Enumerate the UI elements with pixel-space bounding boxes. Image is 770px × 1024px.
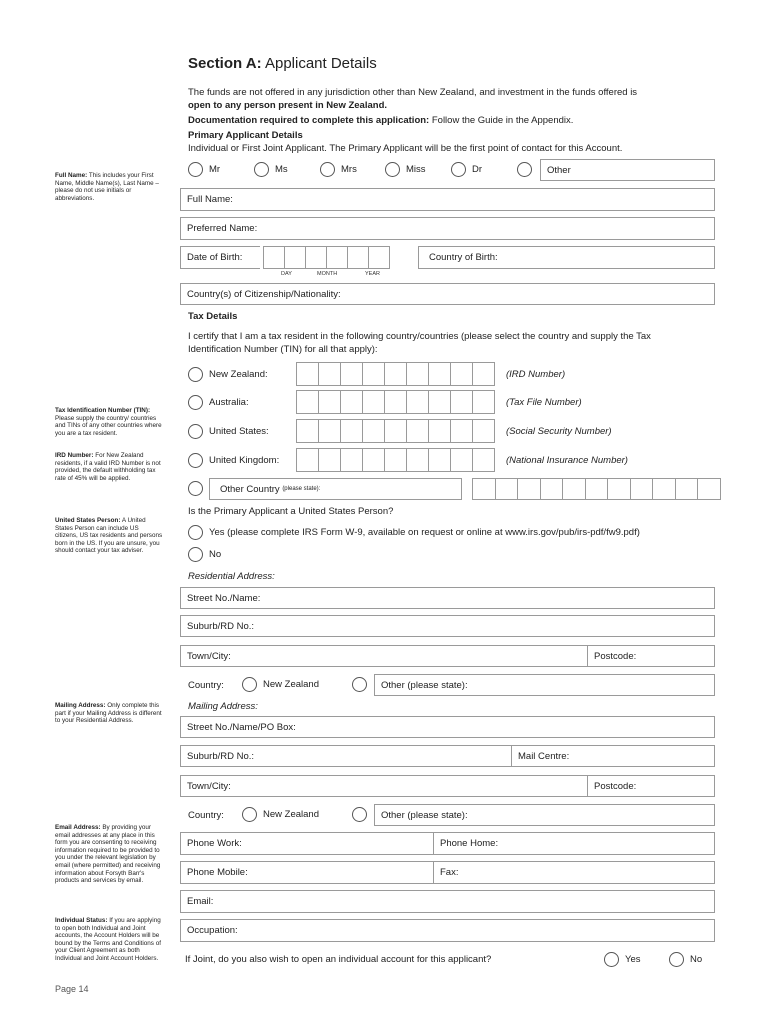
mail-other-radio[interactable]	[352, 807, 367, 822]
title-label-mr: Mr	[209, 164, 221, 175]
tin-cell[interactable]	[384, 419, 407, 443]
mail-town-row	[180, 775, 715, 797]
other-country-field[interactable]	[209, 478, 462, 500]
tax-country-uk: United Kingdom:	[209, 455, 280, 466]
tin-cell[interactable]	[362, 390, 385, 414]
dob-month-caption: MONTH	[317, 271, 338, 277]
title-radio-dr[interactable]	[451, 162, 466, 177]
citizenship-field[interactable]	[180, 283, 715, 305]
tin-cell[interactable]	[406, 362, 429, 386]
title-radio-mr[interactable]	[188, 162, 203, 177]
email-field[interactable]	[180, 890, 715, 913]
us-person-question: Is the Primary Applicant a United States Person?	[188, 506, 394, 517]
tin-cell[interactable]	[450, 448, 473, 472]
tax-hint-uk: (National Insurance Number)	[506, 455, 628, 466]
dob-cell[interactable]	[347, 246, 369, 269]
tin-cell[interactable]	[472, 419, 495, 443]
dob-cell[interactable]	[368, 246, 390, 269]
sidebar-mailing-text: Only complete this part if your Mailing Address is different to your Residential Address.	[55, 702, 162, 725]
nin-cells[interactable]	[297, 448, 495, 472]
mail-postcode-label: Postcode:	[594, 780, 637, 792]
res-street-label: Street No./Name:	[187, 592, 261, 604]
tin-cell[interactable]	[384, 362, 407, 386]
tin-cell[interactable]	[318, 390, 341, 414]
tin-cell[interactable]	[675, 478, 699, 500]
occupation-label: Occupation:	[187, 925, 238, 936]
intro-line-1: The funds are not offered in any jurisdiction other than New Zealand, and investment in the funds offered is	[188, 87, 638, 98]
dob-year-caption: YEAR	[365, 271, 380, 277]
tax-radio-us[interactable]	[188, 424, 203, 439]
tin-cell[interactable]	[428, 419, 451, 443]
phone-mobile-label: Phone Mobile:	[187, 867, 248, 878]
fax-field[interactable]	[433, 862, 714, 883]
title-label-miss: Miss	[406, 164, 426, 175]
tin-cell[interactable]	[428, 448, 451, 472]
tax-radio-other[interactable]	[188, 481, 203, 496]
res-other-field[interactable]	[374, 674, 715, 696]
page-number: Page 14	[55, 984, 89, 994]
tax-hint-nz: (IRD Number)	[506, 369, 566, 380]
tin-cell[interactable]	[384, 448, 407, 472]
mail-postcode-field[interactable]	[587, 776, 714, 796]
tfn-cells[interactable]	[297, 390, 495, 414]
mail-nz-label: New Zealand	[263, 809, 319, 820]
mail-centre-label: Mail Centre:	[518, 750, 570, 762]
tin-cell[interactable]	[472, 478, 496, 500]
res-postcode-label: Postcode:	[594, 650, 637, 662]
tax-country-nz: New Zealand:	[209, 369, 268, 380]
sidebar-email-note	[55, 824, 163, 885]
tax-radio-au[interactable]	[188, 395, 203, 410]
tin-cell[interactable]	[472, 448, 495, 472]
tax-certify-line-1: I certify that I am a tax resident in the following country/countries (please select the country and supply the Tax	[188, 331, 651, 342]
doc-required-text: Follow the Guide in the Appendix.	[431, 115, 574, 126]
mail-nz-radio[interactable]	[242, 807, 257, 822]
us-person-yes-radio[interactable]	[188, 525, 203, 540]
tin-cell[interactable]	[607, 478, 631, 500]
ssn-cells[interactable]	[297, 419, 495, 443]
mail-centre-field[interactable]	[511, 746, 714, 766]
mail-town-label: Town/City:	[187, 780, 231, 792]
tin-cell[interactable]	[340, 390, 363, 414]
email-label: Email:	[187, 896, 214, 907]
section-title-text: Applicant Details	[264, 55, 377, 72]
tin-cell[interactable]	[562, 478, 586, 500]
tin-cell[interactable]	[495, 478, 519, 500]
residential-heading: Residential Address:	[188, 571, 275, 582]
phone-home-label: Phone Home:	[440, 838, 499, 849]
sidebar-individual-text: If you are applying to open both Individual and Joint accounts, the Account Holders will be bound by the Terms and Conditions of your Client Agreement as both Individual and Joint Account Holders.	[55, 917, 161, 962]
tin-cell[interactable]	[450, 362, 473, 386]
sidebar-email-title: Email Address:	[55, 824, 101, 831]
res-other-label: Other (please state):	[381, 679, 468, 691]
mailing-heading: Mailing Address:	[188, 701, 258, 712]
tax-certify	[188, 330, 718, 356]
country-of-birth-field[interactable]	[418, 246, 715, 269]
tin-cell[interactable]	[472, 362, 495, 386]
tin-cell[interactable]	[318, 362, 341, 386]
tin-cell[interactable]	[296, 390, 319, 414]
us-person-no-radio[interactable]	[188, 547, 203, 562]
dob-cell[interactable]	[305, 246, 327, 269]
tin-cell[interactable]	[296, 419, 319, 443]
sidebar-usp-text: A United States Person can include US citizens, US tax residents and persons born in the US. If you are unsure, you should contact your tax adviser.	[55, 517, 163, 555]
res-suburb-field[interactable]	[180, 615, 715, 637]
section-prefix: Section A:	[188, 55, 262, 72]
tin-cell[interactable]	[318, 448, 341, 472]
sidebar-mailing-note	[55, 702, 163, 725]
mail-other-label: Other (please state):	[381, 809, 468, 821]
mail-suburb-label: Suburb/RD No.:	[187, 750, 255, 762]
tin-cell[interactable]	[296, 448, 319, 472]
occupation-field[interactable]	[180, 919, 715, 942]
intro-line-2: open to any person present in New Zealand.	[188, 100, 388, 111]
doc-required	[188, 114, 728, 127]
preferred-name-field[interactable]	[180, 217, 715, 240]
primary-note: Individual or First Joint Applicant. The Primary Applicant will be the first point of contact for this Account.	[188, 143, 623, 154]
tin-cell[interactable]	[340, 362, 363, 386]
other-country-note: (please state):	[282, 486, 321, 492]
title-label-mrs: Mrs	[341, 164, 357, 175]
full-name-field[interactable]	[180, 188, 715, 211]
joint-yes-label: Yes	[625, 954, 641, 965]
title-radio-other[interactable]	[517, 162, 532, 177]
tax-radio-nz[interactable]	[188, 367, 203, 382]
tax-country-us: United States:	[209, 426, 269, 437]
section-title	[188, 55, 377, 72]
doc-required-label: Documentation required to complete this application:	[188, 115, 430, 126]
sidebar-email-text: By providing your email addresses at any place in this form you are consenting to receiving information required to be provided to you under the relevant legislation by email (where permitted) and receiving information about Forsyth Barr's products and services by email.	[55, 824, 161, 885]
res-nz-label: New Zealand	[263, 679, 319, 690]
mobile-row	[180, 861, 715, 884]
citizenship-label: Country(s) of Citizenship/Nationality:	[187, 288, 341, 300]
tax-hint-us: (Social Security Number)	[506, 426, 612, 437]
sidebar-fullname-title: Full Name:	[55, 172, 88, 179]
mail-country-label: Country:	[188, 810, 224, 821]
country-of-birth-label: Country of Birth:	[429, 252, 498, 263]
mail-street-field[interactable]	[180, 716, 715, 738]
tin-cell[interactable]	[428, 390, 451, 414]
dob-cells[interactable]	[264, 246, 390, 269]
other-tin-cells[interactable]	[473, 478, 721, 500]
primary-heading: Primary Applicant Details	[188, 130, 303, 141]
title-label-ms: Ms	[275, 164, 288, 175]
res-nz-radio[interactable]	[242, 677, 257, 692]
us-person-yes-label: Yes (please complete IRS Form W-9, available on request or online at www.irs.gov/pub/irs-pdf/fw9.pdf)	[209, 527, 640, 538]
tax-country-au: Australia:	[209, 397, 249, 408]
tin-cell[interactable]	[406, 390, 429, 414]
title-label-dr: Dr	[472, 164, 483, 175]
title-radio-mrs[interactable]	[320, 162, 335, 177]
tin-cell[interactable]	[296, 362, 319, 386]
other-country-label: Other Country	[220, 483, 280, 495]
title-other-label: Other	[547, 164, 571, 176]
res-town-field[interactable]	[181, 646, 587, 666]
tax-radio-uk[interactable]	[188, 453, 203, 468]
sidebar-ird-note	[55, 452, 163, 482]
res-other-radio[interactable]	[352, 677, 367, 692]
res-town-label: Town/City:	[187, 650, 231, 662]
tin-cell[interactable]	[450, 419, 473, 443]
dob-cell[interactable]	[263, 246, 285, 269]
res-street-field[interactable]	[180, 587, 715, 609]
dob-label: Date of Birth:	[187, 252, 243, 263]
dob-day-caption: DAY	[281, 271, 292, 277]
sidebar-ird-title: IRD Number:	[55, 452, 94, 459]
title-radio-miss[interactable]	[385, 162, 400, 177]
preferred-name-label: Preferred Name:	[187, 223, 258, 234]
joint-no-label: No	[690, 954, 703, 965]
title-other-field[interactable]	[540, 159, 715, 181]
tin-cell[interactable]	[384, 390, 407, 414]
tax-certify-line-2: Identification Number (TIN) for all that apply):	[188, 344, 378, 355]
tin-cell[interactable]	[340, 448, 363, 472]
joint-no-radio[interactable]	[669, 952, 684, 967]
mail-street-label: Street No./Name/PO Box:	[187, 721, 296, 733]
joint-yes-radio[interactable]	[604, 952, 619, 967]
sidebar-usp-note	[55, 517, 163, 555]
sidebar-ird-text: For New Zealand residents, if a valid IRD Number is not provided, the default withholding tax rate of 45% will be applied.	[55, 452, 161, 482]
title-radio-ms[interactable]	[254, 162, 269, 177]
tin-cell[interactable]	[362, 419, 385, 443]
tin-cell[interactable]	[362, 362, 385, 386]
full-name-label: Full Name:	[187, 194, 233, 205]
res-suburb-label: Suburb/RD No.:	[187, 620, 255, 632]
sidebar-tin-note	[55, 407, 163, 437]
tin-cell[interactable]	[362, 448, 385, 472]
ird-number-cells[interactable]	[297, 362, 495, 386]
res-postcode-field[interactable]	[587, 646, 714, 666]
phone-mobile-field[interactable]	[181, 862, 433, 883]
phone-work-label: Phone Work:	[187, 838, 242, 849]
mail-suburb-row	[180, 745, 715, 767]
fax-label: Fax:	[440, 867, 459, 878]
sidebar-fullname-text: This includes your First Name, Middle Name(s), Last Name – please do not use initials or abbreviations.	[55, 172, 159, 202]
mail-suburb-field[interactable]	[181, 746, 511, 766]
tin-cell[interactable]	[318, 419, 341, 443]
mail-other-field[interactable]	[374, 804, 715, 826]
tax-hint-au: (Tax File Number)	[506, 397, 582, 408]
res-town-row	[180, 645, 715, 667]
sidebar-tin-title: Tax Identification Number (TIN):	[55, 407, 151, 414]
joint-question: If Joint, do you also wish to open an individual account for this applicant?	[185, 954, 492, 965]
sidebar-mailing-title: Mailing Address:	[55, 702, 106, 709]
dob-cell[interactable]	[284, 246, 306, 269]
tin-cell[interactable]	[472, 390, 495, 414]
sidebar-individual-title: Individual Status:	[55, 917, 108, 924]
tin-cell[interactable]	[585, 478, 609, 500]
tin-cell[interactable]	[697, 478, 721, 500]
tin-cell[interactable]	[540, 478, 564, 500]
tax-heading: Tax Details	[188, 311, 238, 322]
dob-cell[interactable]	[326, 246, 348, 269]
sidebar-tin-text: Please supply the country/ countries and TINs of any other countries where you are a tax resident.	[55, 414, 162, 437]
sidebar-usp-title: United States Person:	[55, 517, 121, 524]
us-person-no-label: No	[209, 549, 222, 560]
tin-cell[interactable]	[428, 362, 451, 386]
dob-label-box	[180, 246, 260, 269]
intro-block	[188, 86, 728, 155]
tin-cell[interactable]	[517, 478, 541, 500]
tin-cell[interactable]	[652, 478, 676, 500]
phone-row	[180, 832, 715, 855]
tin-cell[interactable]	[406, 419, 429, 443]
tin-cell[interactable]	[630, 478, 654, 500]
tin-cell[interactable]	[340, 419, 363, 443]
res-country-label: Country:	[188, 680, 224, 691]
tin-cell[interactable]	[406, 448, 429, 472]
mail-town-field[interactable]	[181, 776, 587, 796]
phone-home-field[interactable]	[433, 833, 714, 854]
phone-work-field[interactable]	[181, 833, 433, 854]
tin-cell[interactable]	[450, 390, 473, 414]
sidebar-fullname-note	[55, 172, 163, 202]
sidebar-individual-note	[55, 917, 163, 963]
